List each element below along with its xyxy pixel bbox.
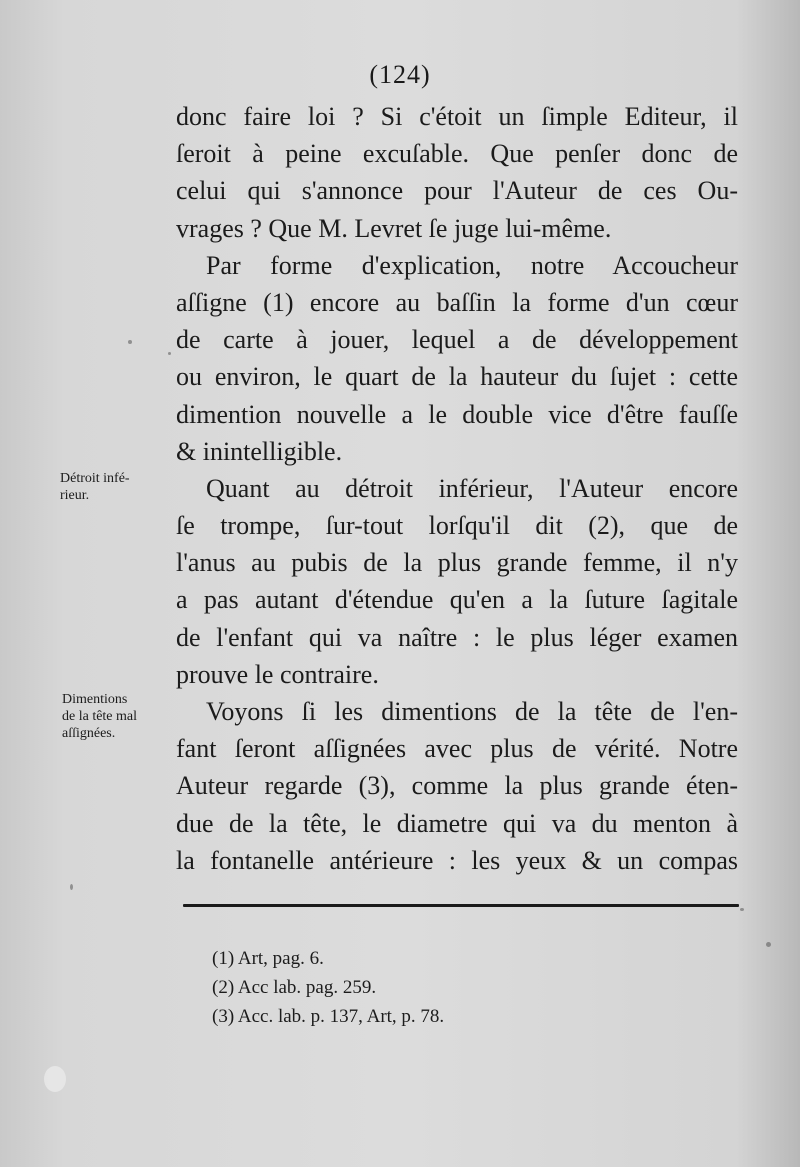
text-line: Quant au détroit inférieur, l'Auteur encore (206, 473, 738, 503)
text-line: donc faire loi ? Si c'étoit un ſimple Editeur, il (176, 102, 738, 131)
paper-speck (128, 340, 132, 344)
footnote: (2) Acc lab. pag. 259. (212, 977, 377, 998)
text-line: fant ſeront aſſignées avec plus de vérité. Notre (176, 734, 738, 764)
paper-speck (70, 884, 73, 890)
text-line: de l'enfant qui va naître : le plus léger examen (176, 622, 738, 652)
text-line: Par forme d'explication, notre Accoucheur (206, 250, 738, 280)
text-line: l'anus au pubis de la plus grande femme, il n'y (176, 548, 738, 578)
page-number: (124) (369, 60, 431, 89)
text-line: la fontanelle antérieure : les yeux & un compas (176, 845, 738, 875)
paper-stain (44, 1066, 66, 1092)
margin-note-detroit (60, 470, 172, 504)
footnotes (212, 944, 612, 1031)
paper-speck (168, 352, 171, 355)
margin-note-line: de la tête mal (62, 709, 138, 724)
body-text (176, 98, 738, 879)
text-line: & inintelligible. (176, 436, 343, 466)
text-line: a pas autant d'étendue qu'en a la ſuture ſagitale (176, 585, 738, 615)
margin-note-line: Détroit infé- (60, 471, 130, 486)
text-line: Auteur regarde (3), comme la plus grande éten- (176, 771, 738, 801)
text-line: ſe trompe, ſur-tout lorſqu'il dit (2), que de (176, 511, 738, 541)
paper-speck (740, 908, 744, 911)
text-line: dimention nouvelle a le double vice d'être fauſſe (176, 399, 738, 429)
margin-note-line: rieur. (60, 488, 90, 503)
paper-speck (766, 942, 771, 947)
text-line: vrages ? Que M. Levret ſe juge lui-même. (176, 213, 612, 243)
footnote-rule (183, 904, 739, 907)
footnote: (3) Acc. lab. p. 137, Art, p. 78. (212, 1006, 445, 1027)
text-line: ou environ, le quart de la hauteur du ſujet : cette (176, 362, 738, 392)
text-line: celui qui s'annonce pour l'Auteur de ces Ou- (176, 176, 738, 206)
text-line: aſſigne (1) encore au baſſin la forme d'un cœur (176, 287, 738, 317)
margin-note-dimentions (62, 691, 174, 742)
text-line: due de la tête, le diametre qui va du menton à (176, 808, 738, 838)
text-line: Voyons ſi les dimentions de la tête de l'en- (206, 697, 738, 726)
footnote: (1) Art, pag. 6. (212, 948, 324, 969)
margin-note-line: aſſignées. (62, 726, 116, 741)
text-line: prouve le contraire. (176, 659, 379, 689)
text-line: ſeroit à peine excuſable. Que penſer donc de (176, 139, 738, 169)
margin-note-line: Dimentions (62, 692, 128, 707)
text-line: de carte à jouer, lequel a de développement (176, 325, 738, 355)
